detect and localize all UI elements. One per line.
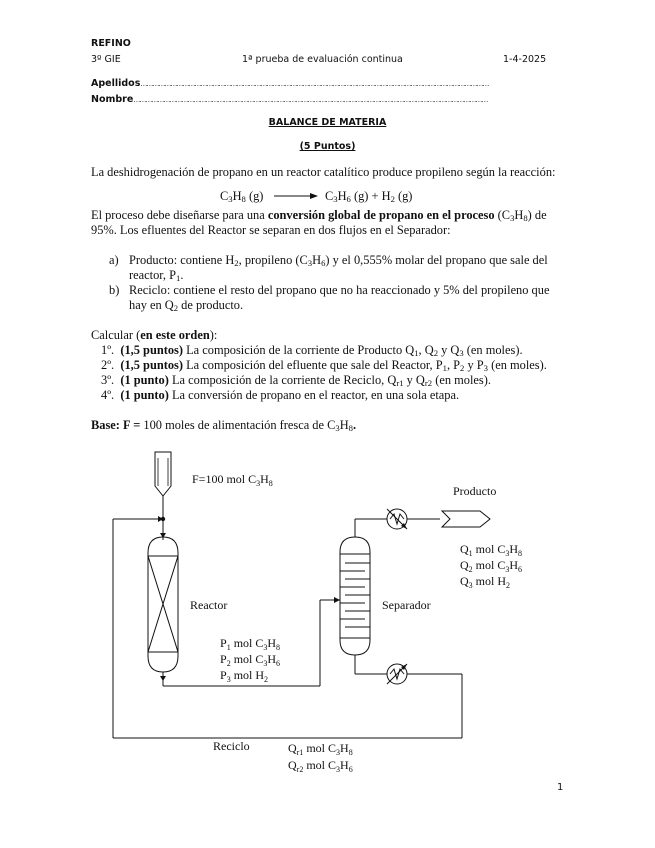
nombre-dots: ……………………………………………………………………………………………………………………………………………………………	[133, 96, 488, 104]
nombre-label: Nombre	[91, 94, 134, 105]
q3-label: $Q_3$ mol $H_2$	[460, 574, 511, 590]
stream-b-marker: b)	[109, 283, 120, 297]
page-title: BALANCE DE MATERIA	[268, 117, 387, 128]
process-line-2: 95%. Los efluentes del Reactor se separan en dos flujos en el Separador:	[91, 223, 451, 237]
q1-label: $Q_1$ mol $C_3H_8$	[460, 542, 523, 558]
separador-label: Separador	[382, 598, 431, 612]
reciclo-label: Reciclo	[213, 739, 250, 753]
product-arrow-icon	[442, 511, 490, 527]
feed-arrow-icon	[155, 452, 171, 496]
p2-label: $P_2$ mol $C_3H_6$	[220, 652, 281, 668]
exam-date: 1-4-2025	[503, 54, 547, 65]
calc-intro: Calcular (en este orden):	[91, 328, 218, 342]
separator-column	[340, 537, 370, 655]
calc-item-2: 2º. (1,5 puntos) La composición del efluente que sale del Reactor, $P_1$, $P_2$ y $P_3$ (en moles).	[101, 358, 547, 374]
reaction-reactant: $C_3H_8$ (g)	[220, 189, 264, 205]
feed-label: F=100 mol $C_3H_8$	[192, 472, 273, 488]
calc-item-3: 3º. (1 punto) La composición de la corriente de Reciclo, $Q_{r1}$ y $Q_{r2}$ (en moles).	[101, 373, 491, 389]
reboiler-icon	[387, 664, 407, 684]
apellidos-label: Apellidos	[91, 78, 141, 89]
calc-item-1: 1º. (1,5 puntos) La composición de la corriente de Producto $Q_1$, $Q_2$ y $Q_3$ (en moles).	[101, 343, 523, 359]
condenser-icon	[387, 509, 407, 529]
stream-b-line-2: hay en $Q_2$ de producto.	[129, 298, 244, 314]
process-line-1: El proceso debe diseñarse para una conversión global de propano en el proceso $(C_3H_8)$ de	[91, 208, 547, 224]
stream-a-marker: a)	[109, 253, 119, 267]
p1-label: $P_1$ mol $C_3H_8$	[220, 636, 281, 652]
reactor-label: Reactor	[190, 598, 228, 612]
course-name: REFINO	[91, 38, 131, 49]
q2-label: $Q_2$ mol $C_3H_6$	[460, 558, 523, 574]
qr2-label: $Q_{r2}$ mol $C_3H_6$	[288, 758, 353, 774]
p3-label: $P_3$ mol $H_2$	[220, 668, 269, 684]
intro-text: La deshidrogenación de propano en un reactor catalítico produce propileno según la reacción:	[91, 165, 556, 179]
reactor-vessel	[148, 537, 178, 672]
qr1-label: $Q_{r1}$ mol $C_3H_8$	[288, 741, 353, 757]
stream-a-line-2: reactor, $P_1$.	[129, 268, 184, 284]
reaction-products: $C_3H_6$ $(g) + H_2$ (g)	[325, 189, 413, 205]
apellidos-dots: …………………………………………………………………………………………………………………………………………………………	[140, 80, 489, 88]
course-group: 3º GIE	[91, 54, 121, 65]
producto-label: Producto	[453, 484, 497, 498]
stream-a-line-1: Producto: contiene $H_2$, propileno $(C_3H_6)$ y el 0,555% molar del propano que sale del	[129, 253, 548, 269]
stream-b-line-1: Reciclo: contiene el resto del propano que no ha reaccionado y 5% del propileno que	[129, 283, 550, 297]
base-line: Base: F = 100 moles de alimentación fresca de $C_3H_8$.	[91, 418, 357, 434]
calc-item-4: 4º. (1 punto) La conversión de propano en el reactor, en una sola etapa.	[101, 388, 460, 402]
page-number: 1	[557, 782, 564, 793]
points-label: (5 Puntos)	[299, 141, 356, 152]
exam-title: 1ª prueba de evaluación continua	[242, 54, 403, 65]
